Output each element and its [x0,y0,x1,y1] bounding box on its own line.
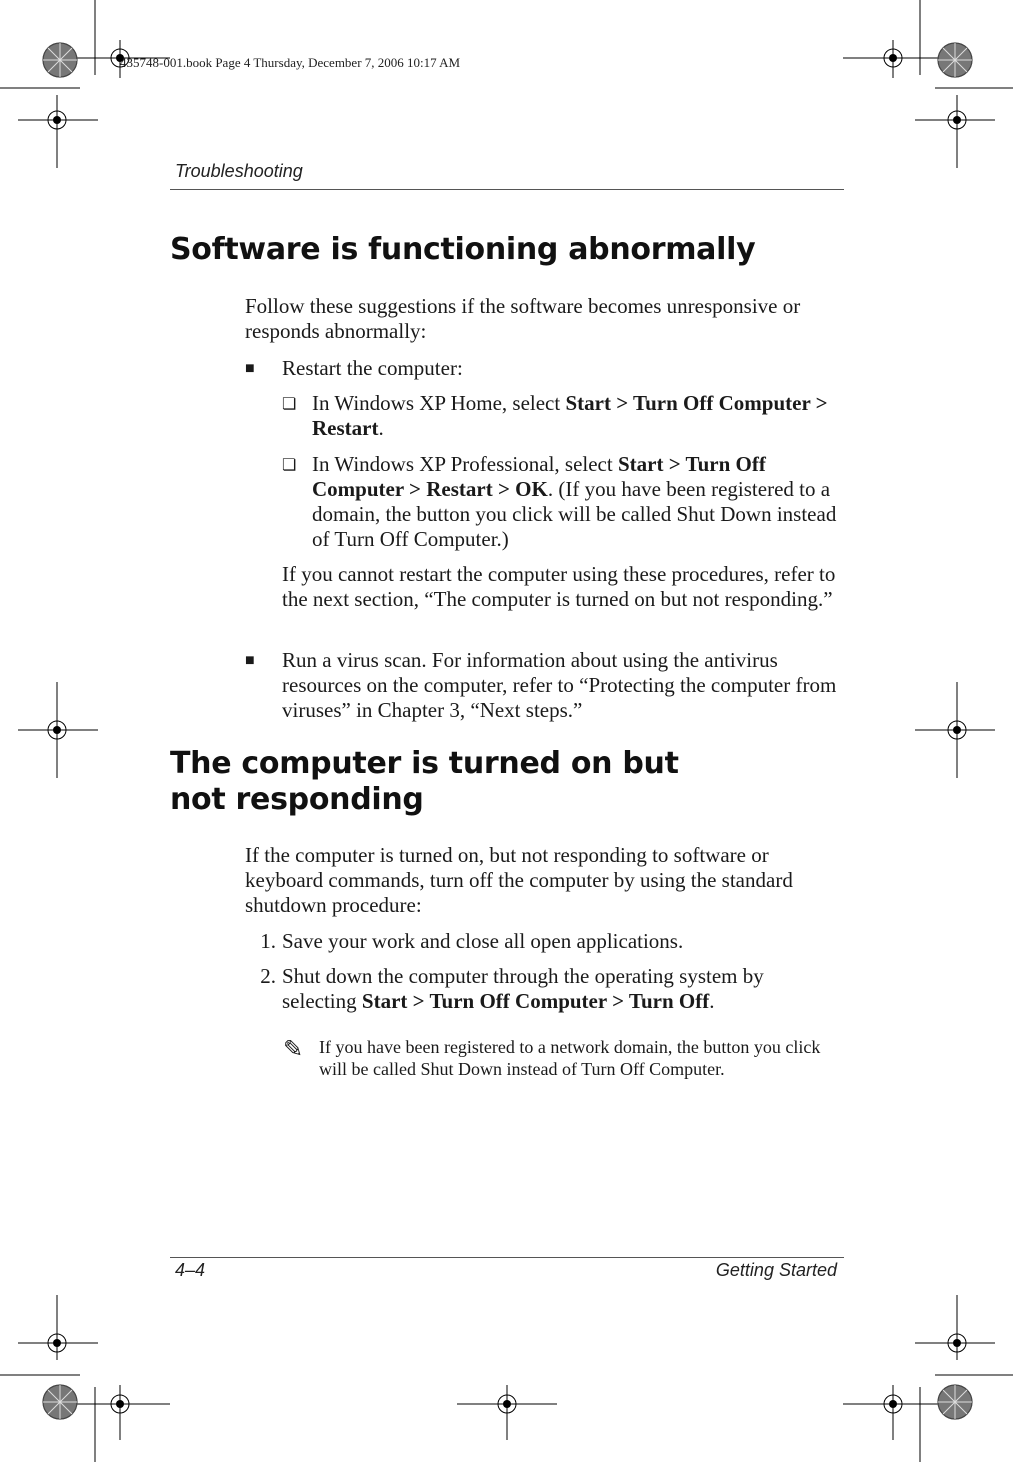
step-save-work: Save your work and close all open applications. [282,929,684,953]
bullet-virus-scan: Run a virus scan. For information about using the antivirus resources on the computer, refer to “Protecting the computer from viruses” in Chapter 3, “Next steps.” [282,648,837,722]
step-number: 2. [260,964,276,988]
step-shut-down: Shut down the computer through the operating system by selecting Start > Turn Off Computer > Turn Off. [282,964,764,1013]
print-slug: 435748-001.book Page 4 Thursday, December 7, 2006 10:17 AM [120,55,461,70]
sub-bullet-xp-professional: In Windows XP Professional, select Start > Turn Off Computer > Restart > OK. (If you have been registered to a domain, the button you click will be called Shut Down instead of Turn Off Computer.) [312,452,837,551]
sub-bullet-marker: ❏ [282,455,297,474]
restart-fallback-note: If you cannot restart the computer using these procedures, refer to the next section, “The computer is turned on but not responding.” [282,562,836,611]
bullet-marker: ■ [245,360,255,377]
section-heading-not-responding: The computer is turned on but not responding [170,746,679,817]
footer-book-title: Getting Started [715,1260,837,1280]
bullet-marker: ■ [245,652,255,669]
note-network-domain: If you have been registered to a network domain, the button you click will be called Shut Down instead of Turn Off Computer. [319,1037,821,1079]
section1-intro: Follow these suggestions if the software becomes unresponsive or responds abnormally: [245,294,801,343]
section2-intro: If the computer is turned on, but not responding to software or keyboard commands, turn off the computer by using the standard shutdown procedure: [245,843,793,917]
sub-bullet-xp-home: In Windows XP Home, select Start > Turn Off Computer > Restart. [312,391,828,440]
section-heading-software-abnormal: Software is functioning abnormally [170,232,756,267]
note-pencil-icon: ✎ [283,1035,304,1063]
sub-bullet-marker: ❏ [282,394,297,413]
bullet-restart: Restart the computer: [282,356,463,380]
footer-rule [170,1257,844,1258]
running-header: Troubleshooting [175,161,303,181]
step-number: 1. [260,929,276,953]
page-number: 4–4 [175,1260,206,1280]
header-rule [170,189,844,190]
